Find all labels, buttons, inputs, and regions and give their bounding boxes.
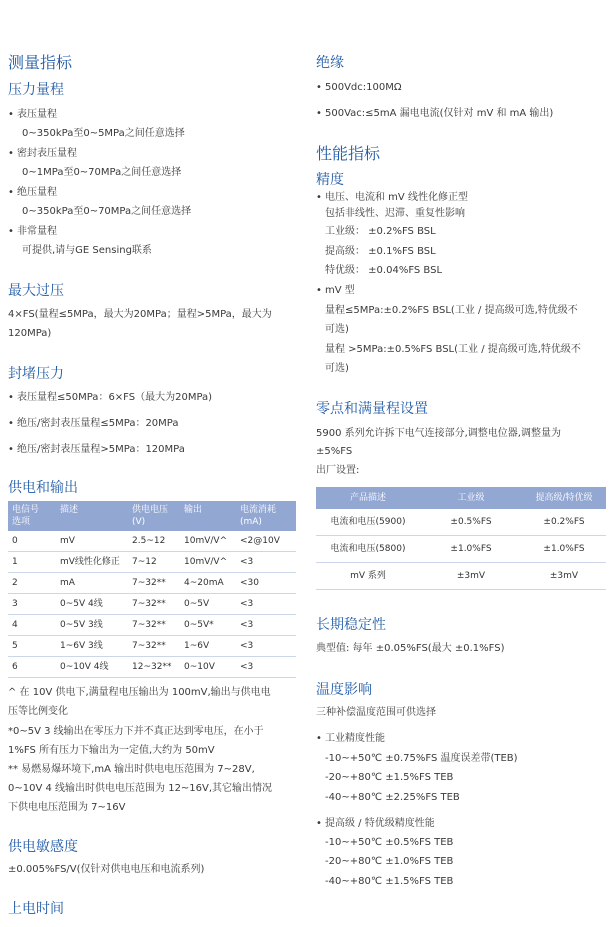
- cell: 7~32**: [128, 594, 180, 615]
- burst-item-2: • 绝压/密封表压量程≤5MPa：20MPa: [17, 415, 179, 433]
- industrial-temp-2: -20~+80℃ ±1.5%FS TEB: [325, 772, 454, 783]
- enhanced-temp-1: -10~+50℃ ±0.5%FS TEB: [325, 837, 454, 848]
- cell: 7~32**: [128, 636, 180, 657]
- col-header-supply-voltage: [128, 501, 180, 531]
- burst-pressure-heading: 封堵压力: [8, 366, 64, 382]
- cell: 12~32**: [128, 657, 180, 678]
- cell: 0~10V: [180, 657, 236, 678]
- absolute-range-label: • 绝压量程: [17, 184, 57, 202]
- cell: 0~5V 4线: [56, 594, 128, 615]
- accuracy-heading: 精度: [316, 172, 344, 188]
- table-note-5: ** 易燃易爆环境下,mA 输出时供电电压范围为 7~28V,: [8, 764, 255, 775]
- table-note-3: *0~5V 3 线输出在零压力下并不真正达到零电压，在小于: [8, 726, 264, 737]
- cell: 2.5~12: [128, 531, 180, 552]
- cell: mV 系列: [316, 563, 420, 590]
- cell: 4~20mA: [180, 573, 236, 594]
- cell: 0~5V 3线: [56, 615, 128, 636]
- table-row: [8, 615, 296, 636]
- cell: 1~6V: [180, 636, 236, 657]
- col-header-description: [56, 501, 128, 531]
- industrial-temp-1: -10~+50℃ ±0.75%FS 温度误差带(TEB): [325, 753, 518, 764]
- zero-span-line-3: 出厂设置:: [316, 465, 360, 476]
- overpressure-heading: 最大过压: [8, 283, 64, 299]
- cell: 0: [8, 531, 56, 552]
- industrial-performance-label: • 工业精度性能: [325, 730, 385, 748]
- cell: mA: [56, 573, 128, 594]
- mv-line-3: 量程 >5MPa:±0.5%FS BSL(工业 / 提高级可选,特优级不: [325, 344, 581, 355]
- table-note-1: ^ 在 10V 供电下,满量程电压输出为 100mV,输出与供电电: [8, 687, 271, 698]
- custom-range-label: • 非常量程: [17, 223, 57, 241]
- industrial-temp-3: -40~+80℃ ±2.25%FS TEB: [325, 792, 460, 803]
- accuracy-grade-premium: 特优级： ±0.04%FS BSL: [325, 265, 443, 276]
- insulation-heading: 绝缘: [316, 55, 344, 71]
- cell: ±3mV: [522, 563, 606, 590]
- custom-range-detail: 可提供,请与GE Sensing联系: [22, 245, 152, 256]
- supply-output-heading: 供电和输出: [8, 480, 78, 496]
- table-note-7: 下供电电压范围为 7~16V: [8, 802, 126, 813]
- zero-span-line-1: 5900 系列允许拆下电气连接部分,调整电位器,调整量为: [316, 428, 561, 439]
- accuracy-grade-enhanced: 提高级： ±0.1%FS BSL: [325, 246, 436, 257]
- factory-setting-table: [316, 487, 606, 590]
- table-row: [316, 563, 606, 590]
- cell: ±0.2%FS: [522, 509, 606, 536]
- mv-line-2: 可选): [325, 324, 349, 335]
- table-row: [316, 536, 606, 563]
- cell: <3: [236, 657, 296, 678]
- header-text: 描述: [60, 505, 79, 515]
- cell: 0~5V: [180, 594, 236, 615]
- cell: 电流和电压(5800): [316, 536, 420, 563]
- table-row: [8, 552, 296, 573]
- cell: ±1.0%FS: [420, 536, 522, 563]
- cell: 6: [8, 657, 56, 678]
- cell: 3: [8, 594, 56, 615]
- cell: 1: [8, 552, 56, 573]
- temperature-intro: 三种补偿温度范围可供选择: [316, 707, 436, 718]
- table-note-4: 1%FS 所有压力下输出为一定值,大约为 50mV: [8, 745, 215, 756]
- accuracy-item2-label: • mV 型: [325, 282, 355, 300]
- cell: 0~10V 4线: [56, 657, 128, 678]
- sealed-gauge-range-detail: 0~1MPa至0~70MPa之间任意选择: [22, 167, 182, 178]
- col-header-current: [236, 501, 296, 531]
- power-on-time-heading: 上电时间: [8, 901, 64, 917]
- cell: <3: [236, 615, 296, 636]
- cell: ±0.5%FS: [420, 509, 522, 536]
- insulation-item-1: • 500Vdc:100MΩ: [325, 79, 402, 97]
- accuracy-grade-industrial: 工业级： ±0.2%FS BSL: [325, 226, 436, 237]
- table-row: [8, 594, 296, 615]
- gauge-range-label: • 表压量程: [17, 106, 57, 124]
- cell: <3: [236, 594, 296, 615]
- table-note-2: 压等比例变化: [8, 706, 68, 717]
- enhanced-temp-3: -40~+80℃ ±1.5%FS TEB: [325, 876, 454, 887]
- table-row: [8, 657, 296, 678]
- cell: 1~6V 3线: [56, 636, 128, 657]
- zero-span-line-2: ±5%FS: [316, 446, 353, 457]
- cell: <3: [236, 636, 296, 657]
- stability-text: 典型值: 每年 ±0.05%FS(最大 ±0.1%FS): [316, 643, 505, 654]
- burst-item-3: • 绝压/密封表压量程>5MPa：120MPa: [17, 441, 185, 459]
- accuracy-item1-sub: 包括非线性、迟滞、重复性影响: [325, 208, 465, 219]
- table-row: [8, 573, 296, 594]
- overpressure-line1: 4×FS(量程≤5MPa，最大为20MPa；量程>5MPa，最大为: [8, 309, 272, 320]
- cell: 5: [8, 636, 56, 657]
- zero-span-heading: 零点和满量程设置: [316, 401, 428, 417]
- cell: <2@10V: [236, 531, 296, 552]
- measurement-metrics-title: 测量指标: [8, 53, 73, 72]
- supply-output-table: [8, 501, 296, 678]
- cell: 7~32**: [128, 573, 180, 594]
- burst-item-1: • 表压量程≤50MPa：6×FS（最大为20MPa): [17, 389, 212, 407]
- header-text: 输出: [184, 505, 203, 515]
- supply-sensitivity-heading: 供电敏感度: [8, 839, 78, 855]
- enhanced-temp-2: -20~+80℃ ±1.0%FS TEB: [325, 856, 454, 867]
- cell: 7~12: [128, 552, 180, 573]
- stability-heading: 长期稳定性: [316, 617, 386, 633]
- cell: <30: [236, 573, 296, 594]
- cell: ±3mV: [420, 563, 522, 590]
- accuracy-item1-label: • 电压、电流和 mV 线性化修正型: [325, 189, 468, 207]
- supply-sensitivity-text: ±0.005%FS/V(仅针对供电电压和电流系列): [8, 864, 205, 875]
- performance-metrics-title: 性能指标: [316, 144, 381, 163]
- cell: 2: [8, 573, 56, 594]
- cell: 10mV/V^: [180, 531, 236, 552]
- table-row: [316, 509, 606, 536]
- absolute-range-detail: 0~350kPa至0~70MPa之间任意选择: [22, 206, 192, 217]
- col-header-industrial: 工业级: [420, 487, 522, 509]
- col-header-product: 产品描述: [316, 487, 420, 509]
- overpressure-line2: 120MPa): [8, 328, 52, 339]
- header-text: 电信号 选项: [12, 505, 40, 527]
- cell: 7~32**: [128, 615, 180, 636]
- col-header-enhanced: 提高级/特优级: [522, 487, 606, 509]
- insulation-item-2: • 500Vac:≤5mA 漏电电流(仅针对 mV 和 mA 输出): [325, 105, 553, 123]
- col-header-output: [180, 501, 236, 531]
- col-header-signal: [8, 501, 56, 531]
- cell: 4: [8, 615, 56, 636]
- header-text: 电流消耗 (mA): [240, 505, 277, 527]
- gauge-range-detail: 0~350kPa至0~5MPa之间任意选择: [22, 128, 185, 139]
- pressure-range-heading: 压力量程: [8, 82, 64, 98]
- sealed-gauge-range-label: • 密封表压量程: [17, 145, 77, 163]
- cell: mV: [56, 531, 128, 552]
- table-row: [8, 636, 296, 657]
- mv-line-4: 可选): [325, 363, 349, 374]
- temperature-heading: 温度影响: [316, 682, 372, 698]
- table-header-row: [8, 501, 296, 531]
- table-row: [8, 531, 296, 552]
- enhanced-performance-label: • 提高级 / 特优级精度性能: [325, 815, 435, 833]
- table-header-row: [316, 487, 606, 509]
- cell: mV线性化修正: [56, 552, 128, 573]
- cell: <3: [236, 552, 296, 573]
- cell: 0~5V*: [180, 615, 236, 636]
- cell: ±1.0%FS: [522, 536, 606, 563]
- cell: 电流和电压(5900): [316, 509, 420, 536]
- table-note-6: 0~10V 4 线输出时供电电压范围为 12~16V,其它输出情况: [8, 783, 273, 794]
- cell: 10mV/V^: [180, 552, 236, 573]
- header-text: 供电电压 (V): [132, 505, 169, 527]
- mv-line-1: 量程≤5MPa:±0.2%FS BSL(工业 / 提高级可选,特优级不: [325, 305, 578, 316]
